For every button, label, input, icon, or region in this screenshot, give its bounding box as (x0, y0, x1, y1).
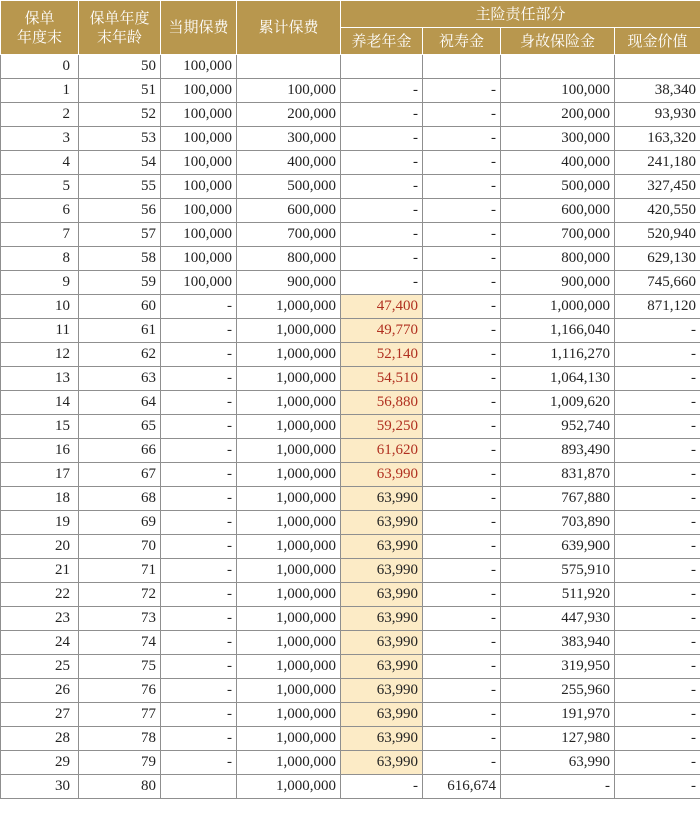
header-cumulative-premium: 累计保费 (237, 1, 341, 55)
table-row (1, 367, 700, 391)
cell-longevity-benefit: - (423, 319, 501, 343)
cell-policy-year: 22 (1, 583, 79, 607)
cell-current-premium: - (161, 727, 237, 751)
cell-cash-value: 745,660 (615, 271, 700, 295)
cell-current-premium: - (161, 607, 237, 631)
cell-longevity-benefit: - (423, 79, 501, 103)
cell-death-benefit: 255,960 (501, 679, 615, 703)
cell-cumulative-premium: 1,000,000 (237, 439, 341, 463)
table-row (1, 415, 700, 439)
cell-age: 79 (79, 751, 161, 775)
table-row (1, 295, 700, 319)
cell-cumulative-premium: 500,000 (237, 175, 341, 199)
cell-cumulative-premium: 700,000 (237, 223, 341, 247)
cell-pension-annuity: 63,990 (341, 583, 423, 607)
table-row (1, 223, 700, 247)
table-row (1, 487, 700, 511)
cell-age: 50 (79, 55, 161, 79)
cell-cash-value (615, 55, 700, 79)
cell-death-benefit: 511,920 (501, 583, 615, 607)
table-row (1, 535, 700, 559)
cell-cumulative-premium: 200,000 (237, 103, 341, 127)
cell-policy-year: 10 (1, 295, 79, 319)
cell-cash-value: - (615, 439, 700, 463)
cell-current-premium (161, 775, 237, 799)
cell-pension-annuity: - (341, 271, 423, 295)
cell-cumulative-premium: 1,000,000 (237, 415, 341, 439)
cell-current-premium: 100,000 (161, 199, 237, 223)
cell-longevity-benefit: - (423, 343, 501, 367)
cell-policy-year: 4 (1, 151, 79, 175)
cell-current-premium: - (161, 703, 237, 727)
cell-longevity-benefit: - (423, 463, 501, 487)
table-row (1, 559, 700, 583)
cell-age: 63 (79, 367, 161, 391)
cell-cash-value: - (615, 631, 700, 655)
cell-age: 72 (79, 583, 161, 607)
cell-current-premium: - (161, 511, 237, 535)
cell-longevity-benefit: - (423, 151, 501, 175)
cell-cash-value: - (615, 391, 700, 415)
header-policy-year-end: 保单 年度末 (1, 1, 79, 55)
cell-cumulative-premium: 1,000,000 (237, 535, 341, 559)
cell-longevity-benefit: - (423, 751, 501, 775)
cell-cash-value: - (615, 415, 700, 439)
cell-policy-year: 17 (1, 463, 79, 487)
cell-cash-value: - (615, 583, 700, 607)
cell-longevity-benefit: - (423, 247, 501, 271)
cell-pension-annuity: 63,990 (341, 679, 423, 703)
cell-cash-value: 629,130 (615, 247, 700, 271)
cell-current-premium: 100,000 (161, 247, 237, 271)
cell-longevity-benefit: - (423, 583, 501, 607)
cell-death-benefit: 1,064,130 (501, 367, 615, 391)
cell-age: 61 (79, 319, 161, 343)
cell-policy-year: 6 (1, 199, 79, 223)
cell-current-premium: - (161, 367, 237, 391)
cell-current-premium: - (161, 487, 237, 511)
cell-current-premium: - (161, 415, 237, 439)
cell-cash-value: 163,320 (615, 127, 700, 151)
table-row (1, 775, 700, 799)
cell-pension-annuity: - (341, 151, 423, 175)
cell-death-benefit: 447,930 (501, 607, 615, 631)
cell-longevity-benefit: - (423, 223, 501, 247)
cell-cumulative-premium: 1,000,000 (237, 631, 341, 655)
cell-policy-year: 5 (1, 175, 79, 199)
table-row (1, 751, 700, 775)
cell-death-benefit: 300,000 (501, 127, 615, 151)
cell-cumulative-premium: 1,000,000 (237, 559, 341, 583)
cell-cash-value: - (615, 751, 700, 775)
cell-death-benefit: 700,000 (501, 223, 615, 247)
cell-longevity-benefit: - (423, 439, 501, 463)
cell-age: 55 (79, 175, 161, 199)
cell-death-benefit: 1,009,620 (501, 391, 615, 415)
cell-age: 78 (79, 727, 161, 751)
cell-pension-annuity: 63,990 (341, 535, 423, 559)
cell-current-premium: - (161, 655, 237, 679)
cell-cumulative-premium: 1,000,000 (237, 583, 341, 607)
table-row (1, 127, 700, 151)
table-row (1, 175, 700, 199)
cell-longevity-benefit: - (423, 631, 501, 655)
cell-policy-year: 29 (1, 751, 79, 775)
cell-death-benefit: 703,890 (501, 511, 615, 535)
cell-age: 60 (79, 295, 161, 319)
cell-age: 57 (79, 223, 161, 247)
cell-death-benefit: 500,000 (501, 175, 615, 199)
cell-current-premium: - (161, 559, 237, 583)
table-row (1, 583, 700, 607)
table-row (1, 79, 700, 103)
cell-death-benefit: 127,980 (501, 727, 615, 751)
table-row (1, 631, 700, 655)
cell-pension-annuity: 63,990 (341, 631, 423, 655)
cell-age: 74 (79, 631, 161, 655)
cell-cash-value: - (615, 319, 700, 343)
cell-current-premium: 100,000 (161, 127, 237, 151)
table-row (1, 199, 700, 223)
cell-death-benefit: 952,740 (501, 415, 615, 439)
cell-death-benefit: 893,490 (501, 439, 615, 463)
cell-cumulative-premium: 1,000,000 (237, 655, 341, 679)
cell-pension-annuity: 59,250 (341, 415, 423, 439)
cell-death-benefit: 1,166,040 (501, 319, 615, 343)
cell-longevity-benefit (423, 55, 501, 79)
cell-cash-value: - (615, 343, 700, 367)
table-row (1, 703, 700, 727)
cell-longevity-benefit: - (423, 535, 501, 559)
cell-policy-year: 21 (1, 559, 79, 583)
cell-pension-annuity: 52,140 (341, 343, 423, 367)
cell-policy-year: 20 (1, 535, 79, 559)
table-row (1, 679, 700, 703)
cell-age: 53 (79, 127, 161, 151)
header-cash-value: 现金价值 (615, 28, 700, 55)
cell-policy-year: 12 (1, 343, 79, 367)
cell-longevity-benefit: - (423, 391, 501, 415)
cell-death-benefit: 800,000 (501, 247, 615, 271)
cell-age: 75 (79, 655, 161, 679)
cell-age: 56 (79, 199, 161, 223)
table-row (1, 391, 700, 415)
cell-policy-year: 16 (1, 439, 79, 463)
cell-current-premium: - (161, 295, 237, 319)
cell-pension-annuity: 63,990 (341, 607, 423, 631)
cell-cumulative-premium: 1,000,000 (237, 463, 341, 487)
cell-age: 59 (79, 271, 161, 295)
cell-death-benefit: 319,950 (501, 655, 615, 679)
cell-death-benefit: 400,000 (501, 151, 615, 175)
cell-policy-year: 1 (1, 79, 79, 103)
cell-cash-value: 327,450 (615, 175, 700, 199)
cell-age: 68 (79, 487, 161, 511)
cell-policy-year: 30 (1, 775, 79, 799)
cell-pension-annuity: 61,620 (341, 439, 423, 463)
cell-death-benefit: 1,000,000 (501, 295, 615, 319)
cell-current-premium: 100,000 (161, 79, 237, 103)
table-row (1, 511, 700, 535)
cell-age: 70 (79, 535, 161, 559)
table-row (1, 343, 700, 367)
cell-pension-annuity: 63,990 (341, 511, 423, 535)
cell-pension-annuity: 47,400 (341, 295, 423, 319)
cell-age: 66 (79, 439, 161, 463)
cell-pension-annuity: 63,990 (341, 655, 423, 679)
cell-death-benefit: 831,870 (501, 463, 615, 487)
cell-cash-value: - (615, 487, 700, 511)
cell-cash-value: 241,180 (615, 151, 700, 175)
cell-pension-annuity: - (341, 199, 423, 223)
cell-pension-annuity: 63,990 (341, 463, 423, 487)
table-row (1, 271, 700, 295)
cell-cash-value: - (615, 367, 700, 391)
cell-longevity-benefit: - (423, 271, 501, 295)
cell-cumulative-premium: 1,000,000 (237, 751, 341, 775)
cell-longevity-benefit: 616,674 (423, 775, 501, 799)
cell-longevity-benefit: - (423, 175, 501, 199)
cell-cumulative-premium: 400,000 (237, 151, 341, 175)
header-longevity-benefit: 祝寿金 (423, 28, 501, 55)
header-death-benefit: 身故保险金 (501, 28, 615, 55)
cell-current-premium: - (161, 463, 237, 487)
cell-longevity-benefit: - (423, 703, 501, 727)
cell-policy-year: 13 (1, 367, 79, 391)
cell-current-premium: 100,000 (161, 175, 237, 199)
cell-policy-year: 9 (1, 271, 79, 295)
cell-pension-annuity: - (341, 223, 423, 247)
cell-current-premium: 100,000 (161, 103, 237, 127)
cell-cumulative-premium: 1,000,000 (237, 727, 341, 751)
cell-policy-year: 15 (1, 415, 79, 439)
cell-cash-value: 93,930 (615, 103, 700, 127)
cell-age: 51 (79, 79, 161, 103)
cell-longevity-benefit: - (423, 607, 501, 631)
cell-cumulative-premium: 1,000,000 (237, 391, 341, 415)
cell-age: 69 (79, 511, 161, 535)
cell-policy-year: 11 (1, 319, 79, 343)
cell-policy-year: 18 (1, 487, 79, 511)
cell-current-premium: 100,000 (161, 151, 237, 175)
cell-age: 52 (79, 103, 161, 127)
cell-cumulative-premium: 300,000 (237, 127, 341, 151)
cell-pension-annuity: 49,770 (341, 319, 423, 343)
cell-longevity-benefit: - (423, 367, 501, 391)
cell-age: 54 (79, 151, 161, 175)
cell-longevity-benefit: - (423, 727, 501, 751)
cell-death-benefit: 600,000 (501, 199, 615, 223)
cell-cash-value: 520,940 (615, 223, 700, 247)
cell-longevity-benefit: - (423, 679, 501, 703)
cell-cash-value: - (615, 679, 700, 703)
cell-death-benefit: 200,000 (501, 103, 615, 127)
cell-longevity-benefit: - (423, 103, 501, 127)
header-current-premium: 当期保费 (161, 1, 237, 55)
header-age-at-year-end: 保单年度 末年龄 (79, 1, 161, 55)
cell-policy-year: 3 (1, 127, 79, 151)
cell-cumulative-premium: 1,000,000 (237, 367, 341, 391)
cell-death-benefit: 575,910 (501, 559, 615, 583)
table-row (1, 247, 700, 271)
cell-death-benefit: 383,940 (501, 631, 615, 655)
cell-cash-value: - (615, 727, 700, 751)
header-pension-annuity: 养老年金 (341, 28, 423, 55)
cell-policy-year: 23 (1, 607, 79, 631)
cell-policy-year: 24 (1, 631, 79, 655)
cell-current-premium: - (161, 679, 237, 703)
cell-current-premium: 100,000 (161, 55, 237, 79)
cell-age: 71 (79, 559, 161, 583)
cell-cash-value: 420,550 (615, 199, 700, 223)
cell-pension-annuity: 56,880 (341, 391, 423, 415)
cell-cumulative-premium (237, 55, 341, 79)
cell-age: 67 (79, 463, 161, 487)
cell-policy-year: 27 (1, 703, 79, 727)
cell-age: 65 (79, 415, 161, 439)
table-header (1, 1, 700, 55)
cell-pension-annuity: - (341, 103, 423, 127)
cell-cumulative-premium: 1,000,000 (237, 343, 341, 367)
cell-pension-annuity: 63,990 (341, 559, 423, 583)
cell-death-benefit: 1,116,270 (501, 343, 615, 367)
cell-longevity-benefit: - (423, 199, 501, 223)
table-row (1, 319, 700, 343)
cell-pension-annuity: - (341, 775, 423, 799)
cell-cash-value: - (615, 655, 700, 679)
cell-cumulative-premium: 100,000 (237, 79, 341, 103)
cell-cumulative-premium: 1,000,000 (237, 679, 341, 703)
cell-death-benefit: 767,880 (501, 487, 615, 511)
cell-cash-value: 38,340 (615, 79, 700, 103)
cell-age: 76 (79, 679, 161, 703)
table-row (1, 151, 700, 175)
cell-age: 73 (79, 607, 161, 631)
cell-current-premium: - (161, 319, 237, 343)
cell-age: 58 (79, 247, 161, 271)
cell-death-benefit: 639,900 (501, 535, 615, 559)
cell-cumulative-premium: 1,000,000 (237, 319, 341, 343)
cell-cumulative-premium: 600,000 (237, 199, 341, 223)
cell-pension-annuity: 63,990 (341, 727, 423, 751)
cell-cumulative-premium: 1,000,000 (237, 295, 341, 319)
table-row (1, 439, 700, 463)
cell-cumulative-premium: 1,000,000 (237, 487, 341, 511)
cell-policy-year: 7 (1, 223, 79, 247)
cell-age: 64 (79, 391, 161, 415)
cell-current-premium: - (161, 343, 237, 367)
table-row (1, 655, 700, 679)
cell-policy-year: 28 (1, 727, 79, 751)
cell-cumulative-premium: 900,000 (237, 271, 341, 295)
cell-cash-value: - (615, 703, 700, 727)
table-row (1, 607, 700, 631)
cell-age: 77 (79, 703, 161, 727)
cell-policy-year: 19 (1, 511, 79, 535)
cell-cash-value: - (615, 607, 700, 631)
table-body (1, 55, 700, 799)
cell-policy-year: 25 (1, 655, 79, 679)
cell-current-premium: 100,000 (161, 223, 237, 247)
cell-death-benefit: 100,000 (501, 79, 615, 103)
cell-cumulative-premium: 1,000,000 (237, 703, 341, 727)
cell-death-benefit (501, 55, 615, 79)
cell-longevity-benefit: - (423, 559, 501, 583)
table-row (1, 463, 700, 487)
cell-current-premium: - (161, 583, 237, 607)
cell-pension-annuity: - (341, 127, 423, 151)
cell-cash-value: - (615, 775, 700, 799)
cell-longevity-benefit: - (423, 655, 501, 679)
cell-cash-value: - (615, 463, 700, 487)
cell-current-premium: - (161, 751, 237, 775)
cell-cumulative-premium: 1,000,000 (237, 775, 341, 799)
cell-cumulative-premium: 1,000,000 (237, 607, 341, 631)
cell-longevity-benefit: - (423, 295, 501, 319)
cell-current-premium: - (161, 535, 237, 559)
cell-pension-annuity: 63,990 (341, 751, 423, 775)
cell-current-premium: - (161, 439, 237, 463)
cell-current-premium: 100,000 (161, 271, 237, 295)
cell-cash-value: - (615, 559, 700, 583)
table-row (1, 727, 700, 751)
cell-age: 62 (79, 343, 161, 367)
cell-cumulative-premium: 1,000,000 (237, 511, 341, 535)
cell-current-premium: - (161, 391, 237, 415)
cell-pension-annuity: - (341, 79, 423, 103)
header-main-coverage: 主险责任部分 (341, 1, 700, 28)
cell-cumulative-premium: 800,000 (237, 247, 341, 271)
cell-age: 80 (79, 775, 161, 799)
cell-death-benefit: - (501, 775, 615, 799)
cell-death-benefit: 900,000 (501, 271, 615, 295)
cell-pension-annuity (341, 55, 423, 79)
cell-longevity-benefit: - (423, 487, 501, 511)
table-row (1, 55, 700, 79)
cell-death-benefit: 63,990 (501, 751, 615, 775)
cell-policy-year: 0 (1, 55, 79, 79)
cell-longevity-benefit: - (423, 511, 501, 535)
cell-pension-annuity: 63,990 (341, 487, 423, 511)
cell-longevity-benefit: - (423, 415, 501, 439)
cell-cash-value: 871,120 (615, 295, 700, 319)
cell-longevity-benefit: - (423, 127, 501, 151)
cell-current-premium: - (161, 631, 237, 655)
cell-pension-annuity: 63,990 (341, 703, 423, 727)
cell-pension-annuity: - (341, 247, 423, 271)
cell-pension-annuity: - (341, 175, 423, 199)
cell-cash-value: - (615, 511, 700, 535)
cell-policy-year: 2 (1, 103, 79, 127)
cell-policy-year: 14 (1, 391, 79, 415)
cell-pension-annuity: 54,510 (341, 367, 423, 391)
cell-policy-year: 8 (1, 247, 79, 271)
cell-policy-year: 26 (1, 679, 79, 703)
table-row (1, 103, 700, 127)
cell-cash-value: - (615, 535, 700, 559)
cell-death-benefit: 191,970 (501, 703, 615, 727)
